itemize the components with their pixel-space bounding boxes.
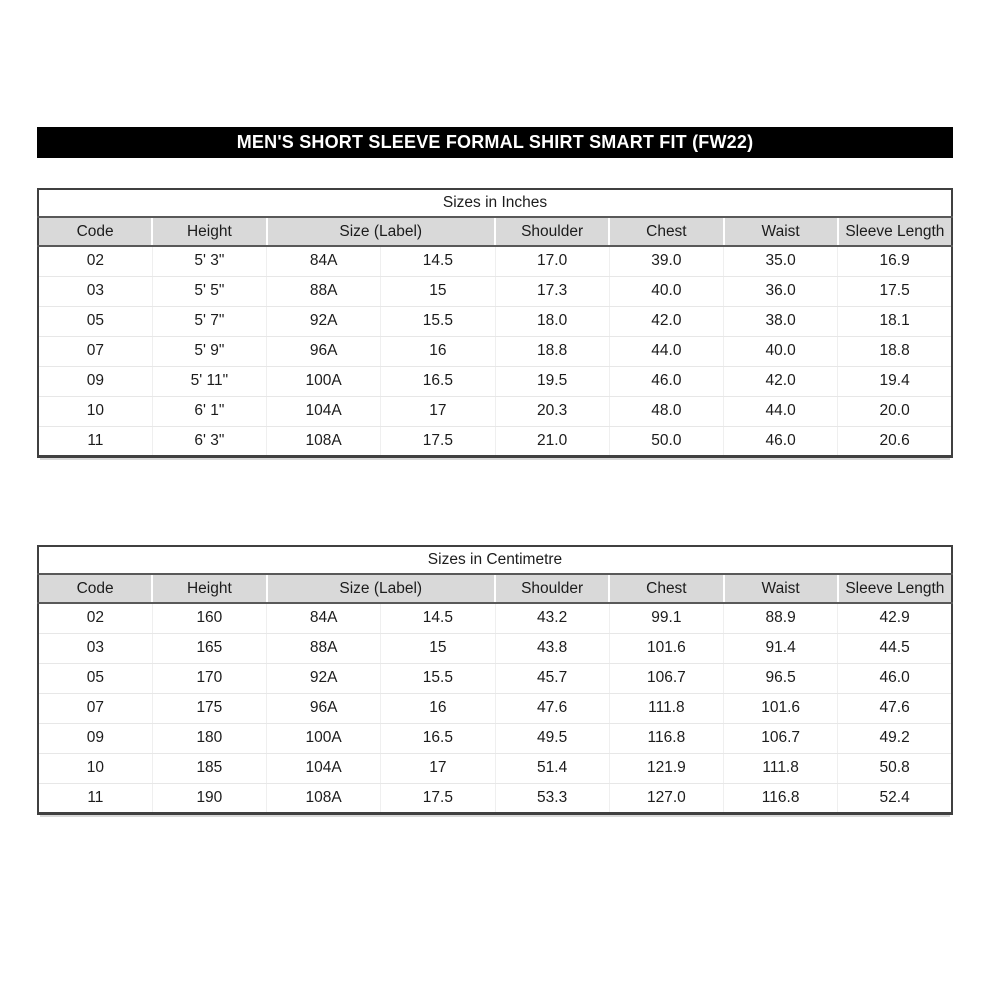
column-header-size-label: Size (Label) (267, 574, 496, 603)
table-cell: 92A (267, 306, 381, 336)
table-row (38, 366, 952, 396)
column-header-size-label: Size (Label) (267, 217, 496, 246)
table-cell: 46.0 (724, 426, 838, 456)
table-cell: 88.9 (724, 603, 838, 633)
table-row (38, 783, 952, 813)
table-cell: 100A (267, 366, 381, 396)
table-cell: 05 (38, 306, 152, 336)
table-cell: 42.0 (724, 366, 838, 396)
column-header-sleeve-length: Sleeve Length (838, 217, 952, 246)
table-cell: 20.0 (838, 396, 952, 426)
table-cell: 07 (38, 336, 152, 366)
table-title: Sizes in Inches (38, 189, 952, 217)
table-row (38, 603, 952, 633)
table-cell: 51.4 (495, 753, 609, 783)
table-cell: 15.5 (381, 306, 495, 336)
table-cell: 15 (381, 276, 495, 306)
table-cell: 10 (38, 396, 152, 426)
table-cell: 88A (267, 276, 381, 306)
table-cell: 165 (152, 633, 266, 663)
table-row (38, 693, 952, 723)
table-cell: 02 (38, 246, 152, 276)
column-header-waist: Waist (724, 217, 838, 246)
table-cell: 17.5 (381, 783, 495, 813)
table-cell: 96A (267, 693, 381, 723)
table-cell: 111.8 (724, 753, 838, 783)
column-header-chest: Chest (609, 217, 723, 246)
table-cell: 127.0 (609, 783, 723, 813)
table-cell: 11 (38, 426, 152, 456)
size-table-cm (37, 545, 953, 815)
table-title-row (38, 189, 952, 217)
table-cell: 38.0 (724, 306, 838, 336)
table-cell: 84A (267, 246, 381, 276)
table-cell: 05 (38, 663, 152, 693)
table-cell: 21.0 (495, 426, 609, 456)
table-cell: 03 (38, 276, 152, 306)
table-cell: 5' 5" (152, 276, 266, 306)
table-row (38, 426, 952, 456)
table-cell: 48.0 (609, 396, 723, 426)
table-header-row (38, 574, 952, 603)
table-cell: 47.6 (838, 693, 952, 723)
table-title: Sizes in Centimetre (38, 546, 952, 574)
table-cell: 17 (381, 753, 495, 783)
table-cell: 14.5 (381, 246, 495, 276)
product-title-bar (37, 127, 953, 158)
table-cell: 20.6 (879, 431, 910, 449)
table-cell: 45.7 (495, 663, 609, 693)
size-table-cm-section (37, 545, 953, 815)
table-row (38, 663, 952, 693)
table-cell: 17.5 (381, 426, 495, 456)
table-cell: 03 (38, 633, 152, 663)
table-cell: 91.4 (724, 633, 838, 663)
table-cell: 19.5 (495, 366, 609, 396)
table-cell: 50.0 (609, 426, 723, 456)
table-cell: 17.3 (495, 276, 609, 306)
table-cell: 35.0 (724, 246, 838, 276)
table-cell: 49.5 (495, 723, 609, 753)
table-cell: 6' 3" (152, 426, 266, 456)
table-cell: 49.2 (838, 723, 952, 753)
table-cell: 47.6 (495, 693, 609, 723)
table-cell: 16 (381, 336, 495, 366)
table-row (38, 723, 952, 753)
table-cell: 100A (267, 723, 381, 753)
table-cell: 17.5 (838, 276, 952, 306)
table-cell: 11 (38, 783, 152, 813)
table-cell: 104A (267, 396, 381, 426)
column-header-waist: Waist (724, 574, 838, 603)
table-cell: 40.0 (609, 276, 723, 306)
table-cell: 170 (152, 663, 266, 693)
table-cell: 5' 9" (152, 336, 266, 366)
table-cell: 36.0 (724, 276, 838, 306)
table-cell: 18.8 (838, 336, 952, 366)
table-cell: 14.5 (381, 603, 495, 633)
table-cell: 19.4 (838, 366, 952, 396)
column-header-code: Code (38, 574, 152, 603)
table-cell: 02 (38, 603, 152, 633)
table-row (38, 633, 952, 663)
table-cell: 16 (381, 693, 495, 723)
table-cell: 116.8 (609, 723, 723, 753)
table-cell: 96.5 (724, 663, 838, 693)
size-table-inches (37, 188, 953, 458)
column-header-chest: Chest (609, 574, 723, 603)
table-cell: 46.0 (609, 366, 723, 396)
table-cell: 5' 3" (152, 246, 266, 276)
column-header-sleeve-length: Sleeve Length (838, 574, 952, 603)
table-cell: 88A (267, 633, 381, 663)
table-cell: 43.2 (495, 603, 609, 633)
table-cell: 6' 1" (152, 396, 266, 426)
table-row (38, 336, 952, 366)
table-cell: 160 (152, 603, 266, 633)
table-body-cm (38, 603, 952, 813)
table-cell: 180 (152, 723, 266, 753)
column-header-shoulder: Shoulder (495, 574, 609, 603)
table-cell: 53.3 (495, 783, 609, 813)
table-row (38, 396, 952, 426)
table-cell: 10 (38, 753, 152, 783)
table-cell: 17.0 (495, 246, 609, 276)
table-cell: 15 (381, 633, 495, 663)
table-title-row (38, 546, 952, 574)
table-cell: 07 (38, 693, 152, 723)
table-cell: 39.0 (609, 246, 723, 276)
table-cell: 18.0 (495, 306, 609, 336)
table-cell: 121.9 (609, 753, 723, 783)
column-header-height: Height (152, 217, 266, 246)
table-cell: 17 (381, 396, 495, 426)
table-cell: 99.1 (609, 603, 723, 633)
table-cell: 111.8 (609, 693, 723, 723)
table-cell: 52.4 (879, 788, 910, 806)
table-cell: 46.0 (838, 663, 952, 693)
table-cell: 50.8 (838, 753, 952, 783)
table-cell: 42.0 (609, 306, 723, 336)
table-cell: 43.8 (495, 633, 609, 663)
table-cell: 09 (38, 723, 152, 753)
table-cell: 92A (267, 663, 381, 693)
table-cell: 09 (38, 366, 152, 396)
table-cell: 190 (152, 783, 266, 813)
table-cell: 96A (267, 336, 381, 366)
table-header-row (38, 217, 952, 246)
table-cell: 44.0 (609, 336, 723, 366)
table-cell: 175 (152, 693, 266, 723)
table-cell: 18.1 (838, 306, 952, 336)
table-cell: 108A (267, 426, 381, 456)
size-table-inches-section (37, 188, 953, 458)
table-cell: 185 (152, 753, 266, 783)
table-cell: 44.0 (724, 396, 838, 426)
table-cell: 116.8 (724, 783, 838, 813)
table-cell: 84A (267, 603, 381, 633)
table-cell: 5' 11" (152, 366, 266, 396)
column-header-height: Height (152, 574, 266, 603)
product-title-text: MEN'S SHORT SLEEVE FORMAL SHIRT SMART FIT (FW22) (236, 132, 754, 152)
table-cell: 101.6 (609, 633, 723, 663)
table-cell: 16.5 (381, 366, 495, 396)
column-header-shoulder: Shoulder (495, 217, 609, 246)
table-cell: 42.9 (838, 603, 952, 633)
table-body-inches (38, 246, 952, 456)
table-row (38, 753, 952, 783)
table-cell: 5' 7" (152, 306, 266, 336)
table-cell: 40.0 (724, 336, 838, 366)
table-cell: 20.3 (495, 396, 609, 426)
table-cell: 16.9 (838, 246, 952, 276)
table-cell: 104A (267, 753, 381, 783)
table-cell: 101.6 (724, 693, 838, 723)
table-row (38, 276, 952, 306)
table-cell: 18.8 (495, 336, 609, 366)
column-header-code: Code (38, 217, 152, 246)
table-row (38, 246, 952, 276)
table-cell: 108A (267, 783, 381, 813)
table-cell: 16.5 (381, 723, 495, 753)
table-row (38, 306, 952, 336)
table-cell: 15.5 (381, 663, 495, 693)
table-cell: 106.7 (609, 663, 723, 693)
table-cell: 106.7 (724, 723, 838, 753)
table-cell: 44.5 (838, 633, 952, 663)
